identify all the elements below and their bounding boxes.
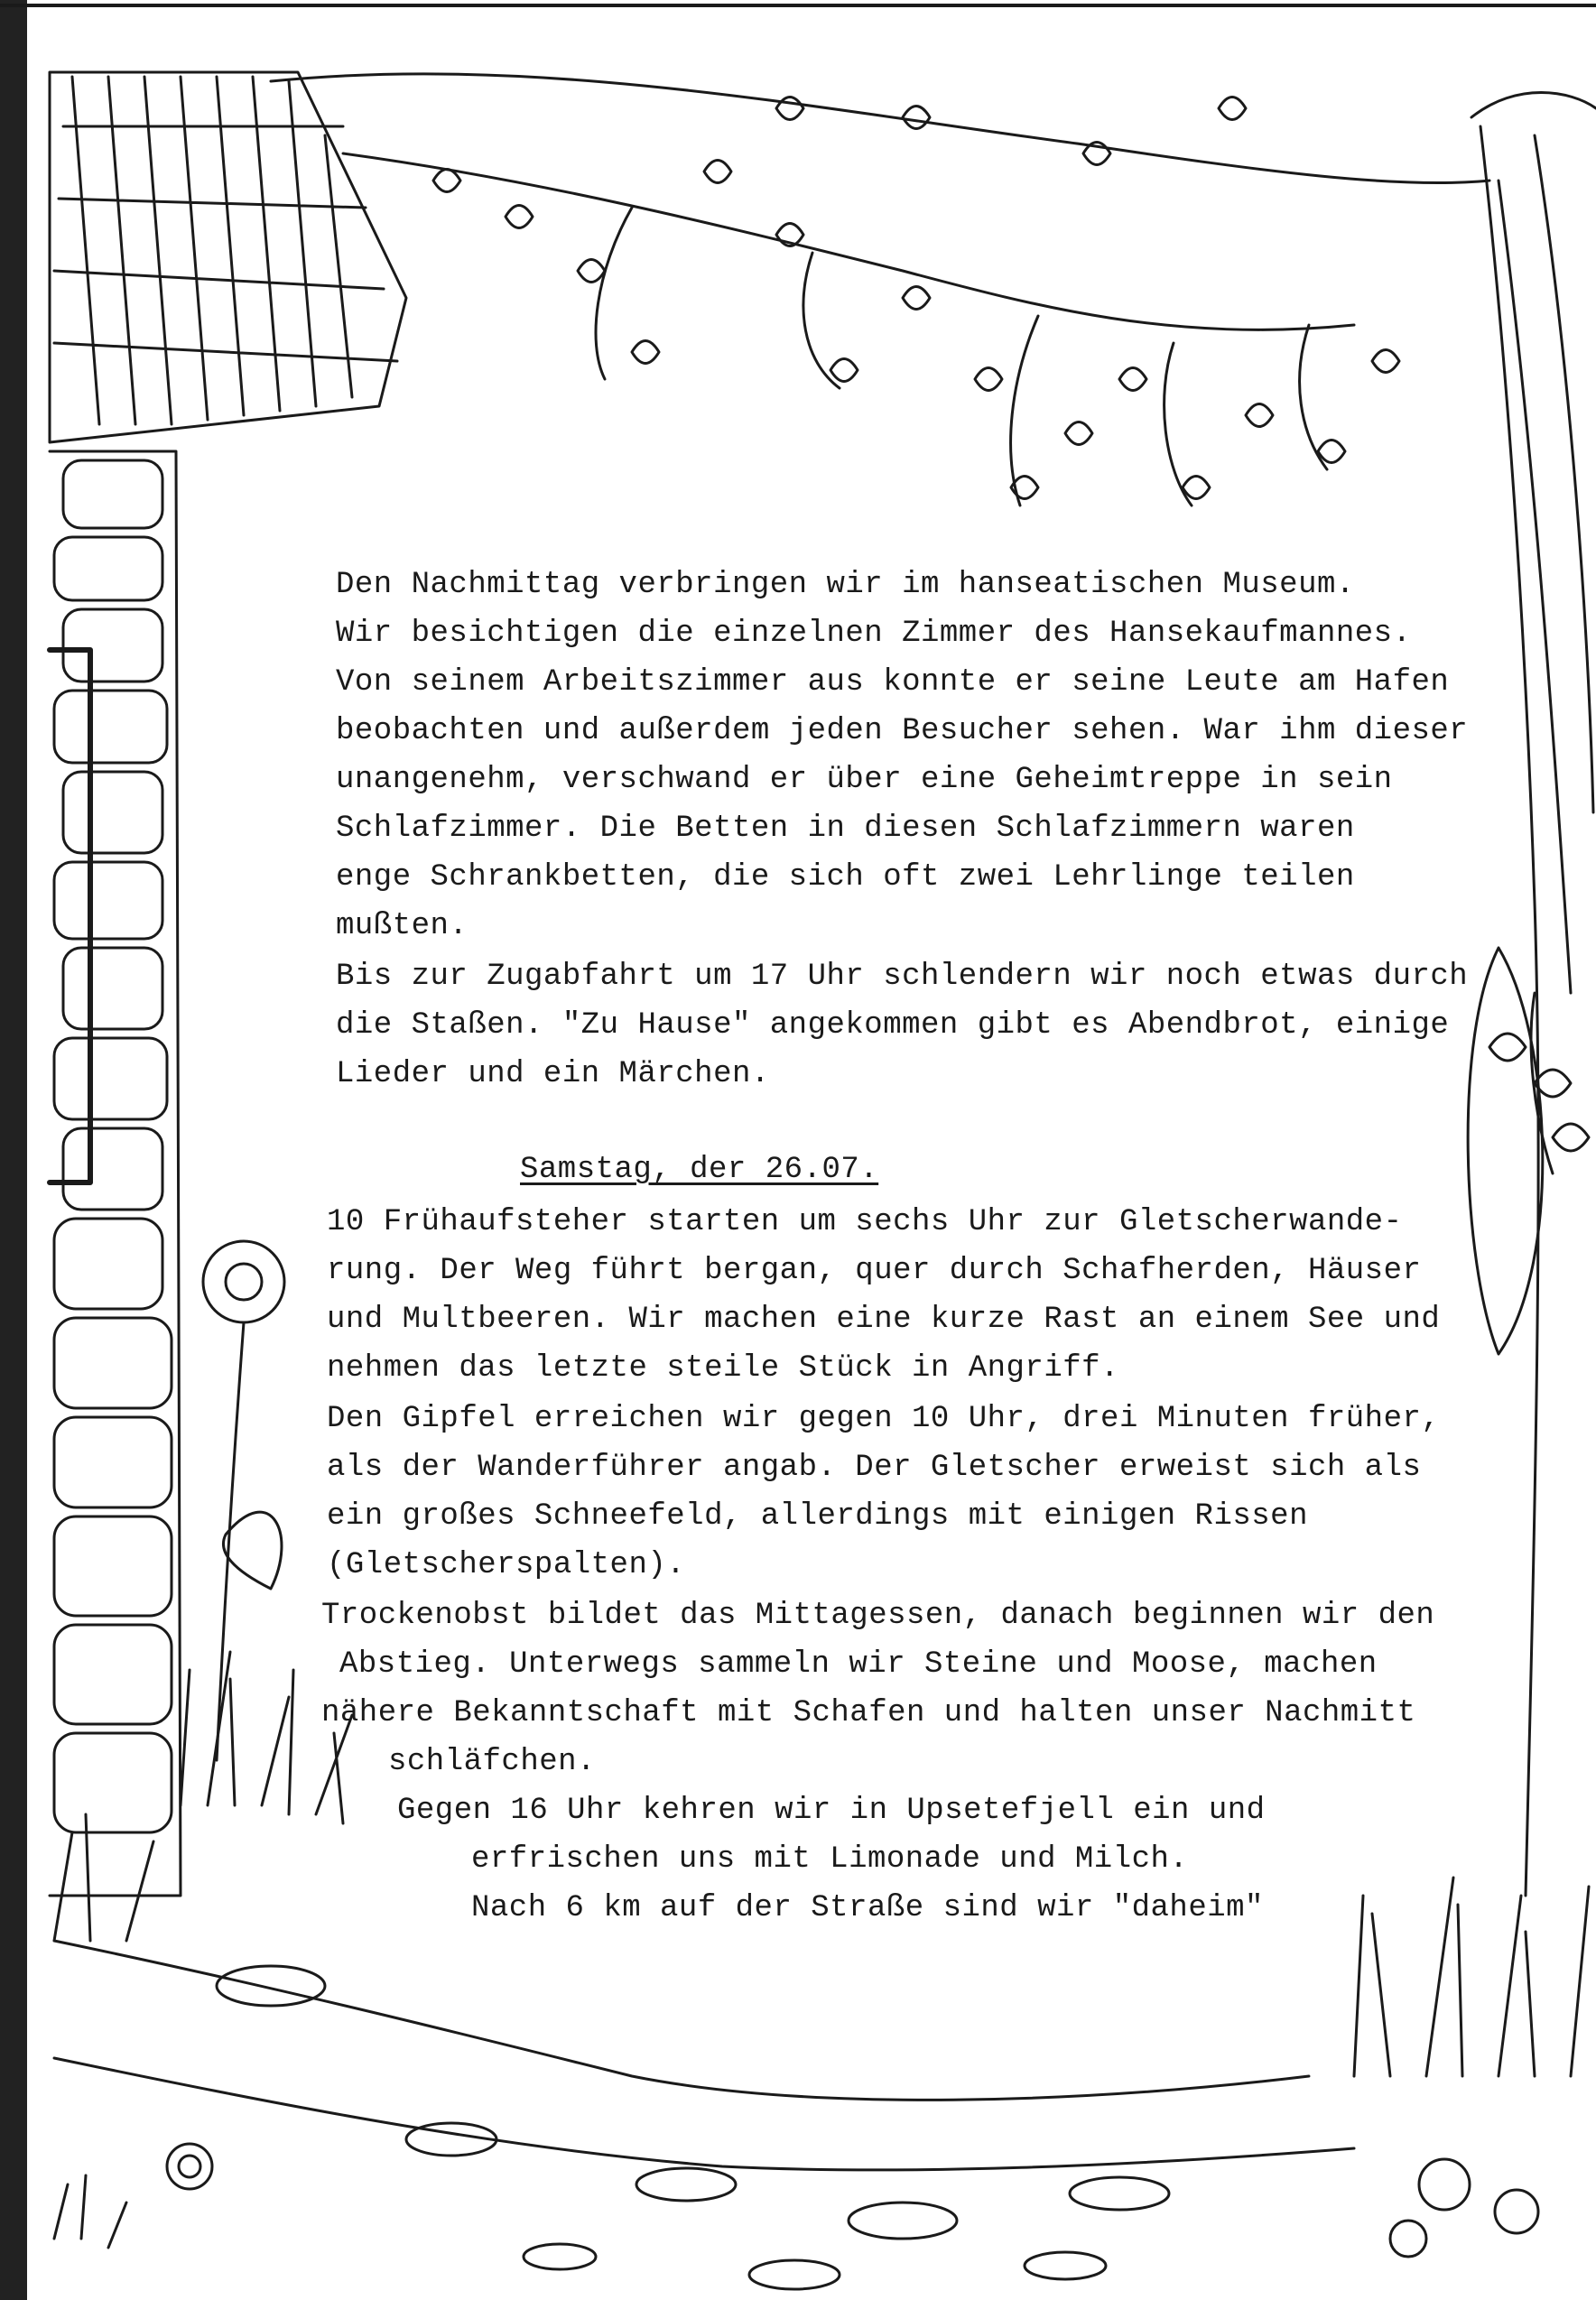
grass-bottom-right-drawing: [1354, 1878, 1589, 2257]
thatched-roof-drawing: [50, 72, 406, 442]
text-line: rung. Der Weg führt bergan, quer durch Schafherden, Häuser: [327, 1254, 1422, 1288]
text-line: und Multbeeren. Wir machen eine kurze Rast an einem See und: [327, 1303, 1441, 1337]
grass-bottom-left-drawing: [54, 1652, 352, 1941]
section-heading: Samstag, der 26.07.: [520, 1153, 879, 1187]
text-line: mußten.: [336, 909, 469, 943]
text-line: unangenehm, verschwand er über eine Geheimtreppe in sein: [336, 763, 1393, 797]
text-line: enge Schrankbetten, die sich oft zwei Lehrlinge teilen: [336, 860, 1355, 895]
path-with-pebbles-drawing: [54, 1941, 1354, 2289]
text-line: Schlafzimmer. Die Betten in diesen Schlafzimmern waren: [336, 811, 1355, 846]
text-line: Gegen 16 Uhr kehren wir in Upsetefjell ein und: [397, 1794, 1266, 1828]
text-line: die Staßen. "Zu Hause" angekommen gibt es Abendbrot, einige: [336, 1008, 1450, 1043]
text-line: beobachten und außerdem jeden Besucher sehen. War ihm dieser: [336, 714, 1469, 748]
text-line: nähere Bekanntschaft mit Schafen und halten unser Nachmitt: [321, 1696, 1416, 1730]
text-line: Bis zur Zugabfahrt um 17 Uhr schlendern wir noch etwas durch: [336, 960, 1469, 994]
text-line: Den Nachmittag verbringen wir im hanseatischen Museum.: [336, 568, 1355, 602]
sunflower-drawing: [203, 1241, 284, 1760]
branch-with-leaves-drawing: [271, 74, 1489, 505]
text-line: als der Wanderführer angab. Der Gletscher erweist sich als: [327, 1451, 1422, 1485]
text-line: Von seinem Arbeitszimmer aus konnte er seine Leute am Hafen: [336, 665, 1450, 700]
text-line: Trockenobst bildet das Mittagessen, danach beginnen wir den: [321, 1599, 1435, 1633]
text-line: Abstieg. Unterwegs sammeln wir Steine und Moose, machen: [339, 1647, 1378, 1682]
text-line: Wir besichtigen die einzelnen Zimmer des Hansekaufmannes.: [336, 617, 1412, 651]
text-line: Lieder und ein Märchen.: [336, 1057, 770, 1091]
text-line: Den Gipfel erreichen wir gegen 10 Uhr, drei Minuten früher,: [327, 1402, 1441, 1436]
text-line: ein großes Schneefeld, allerdings mit einigen Rissen: [327, 1499, 1308, 1534]
text-line: (Gletscherspalten).: [327, 1548, 686, 1582]
text-line: 10 Frühaufsteher starten um sechs Uhr zur Gletscherwande-: [327, 1205, 1403, 1239]
tree-trunk-drawing: [1468, 93, 1596, 1897]
text-line: schläfchen.: [388, 1745, 596, 1779]
stone-wall-drawing: [50, 451, 181, 1896]
text-line: nehmen das letzte steile Stück in Angriff.: [327, 1351, 1119, 1386]
text-line: erfrischen uns mit Limonade und Milch.: [471, 1842, 1189, 1877]
text-line: Nach 6 km auf der Straße sind wir "daheim": [471, 1891, 1264, 1925]
